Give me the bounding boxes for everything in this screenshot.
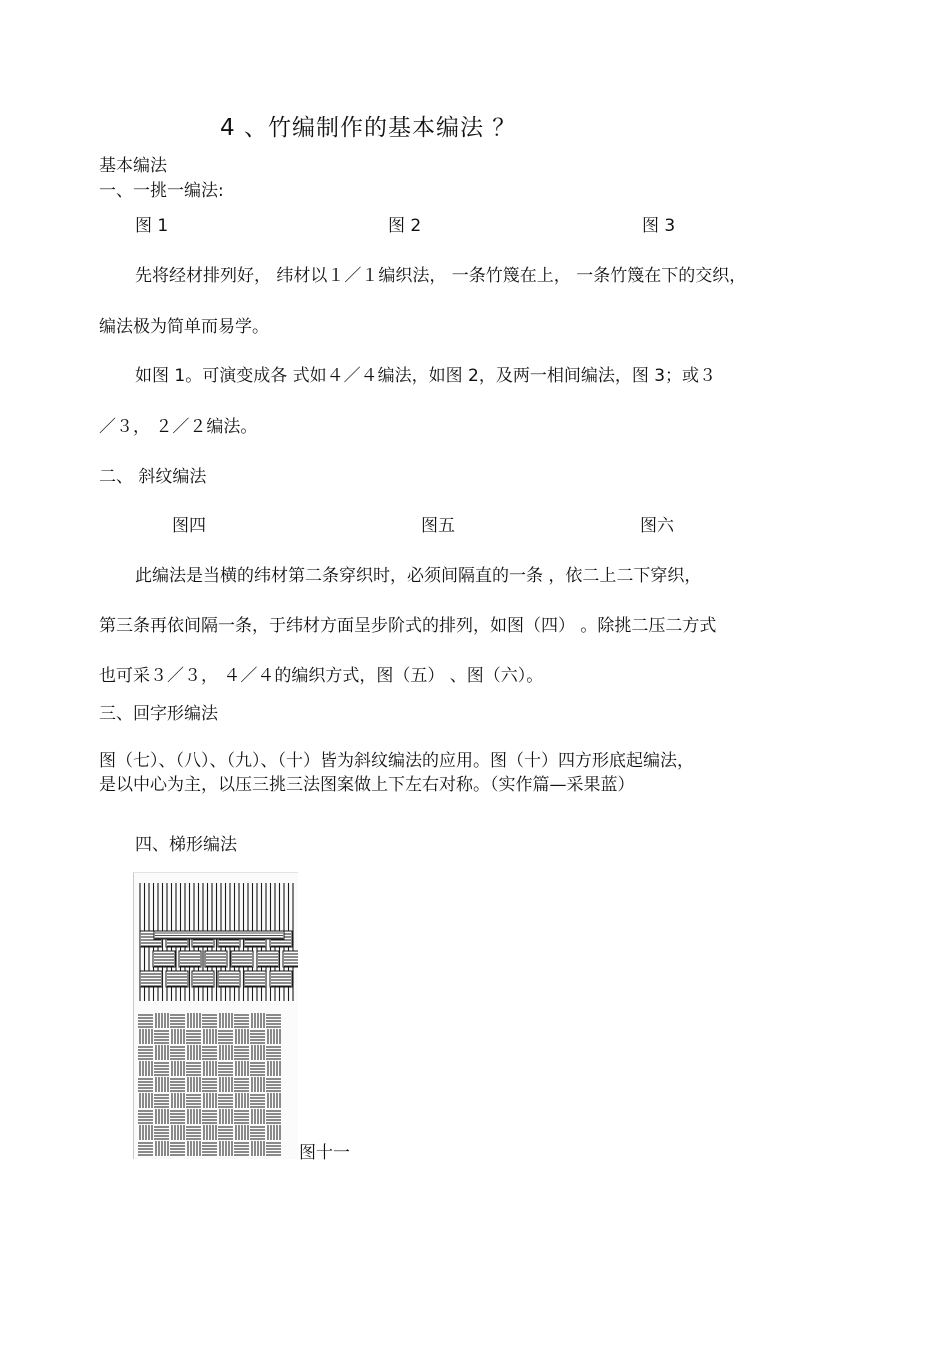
figure-caption-eleven: 图十一 (299, 1143, 350, 1163)
figure-label-2: 图 2 (388, 216, 422, 236)
section3-heading: 三、回字形编法 (99, 704, 218, 724)
section3-paragraph-line2: 是以中心为主，以压三挑三法图案做上下左右对称。（实作篇—采果蓝） (99, 775, 635, 795)
section1-paragraph2-line2: ／３， ２／２编法。 (99, 417, 258, 437)
weave-figure-eleven (133, 872, 298, 1159)
section2-paragraph-line1: 此编法是当横的纬材第二条穿织时，必须间隔直的一条 ，依二上二下穿织， (135, 566, 702, 586)
section2-heading: 二、 斜纹编法 (99, 467, 207, 487)
figure-label-5: 图五 (421, 516, 455, 536)
page-title: 4 、竹编制作的基本编法 ？ (220, 115, 517, 141)
section4-heading: 四、梯形编法 (135, 835, 237, 855)
figure-label-3: 图 3 (642, 216, 676, 236)
figure-label-4: 图四 (172, 516, 206, 536)
weave-pattern-image (134, 873, 298, 1159)
section1-paragraph1-line2: 编法极为简单而易学。 (99, 317, 269, 337)
figure-label-1: 图 1 (135, 216, 169, 236)
section2-paragraph-line3: 也可采３／３， ４／４的编织方式，图（五） 、图（六）。 (99, 666, 544, 686)
figure-label-6: 图六 (640, 516, 674, 536)
section2-paragraph-line2: 第三条再依间隔一条，于纬材方面呈步阶式的排列，如图（四） 。除挑二压二方式 (99, 616, 717, 636)
intro-heading: 基本编法 (99, 156, 167, 176)
section1-paragraph1-line1: 先将经材排列好， 纬材以１／１编织法， 一条竹篾在上， 一条竹篾在下的交织， (135, 266, 747, 286)
section3-paragraph-line1: 图（七）、（八）、（九）、（十）皆为斜纹编法的应用。图（十）四方形底起编法， (99, 751, 694, 771)
section1-paragraph2-line1: 如图 1。可演变成各 式如４／４编法，如图 2，及两一相间编法，图 3；或３ (135, 366, 717, 386)
section1-heading: 一、一挑一编法: (99, 181, 224, 201)
